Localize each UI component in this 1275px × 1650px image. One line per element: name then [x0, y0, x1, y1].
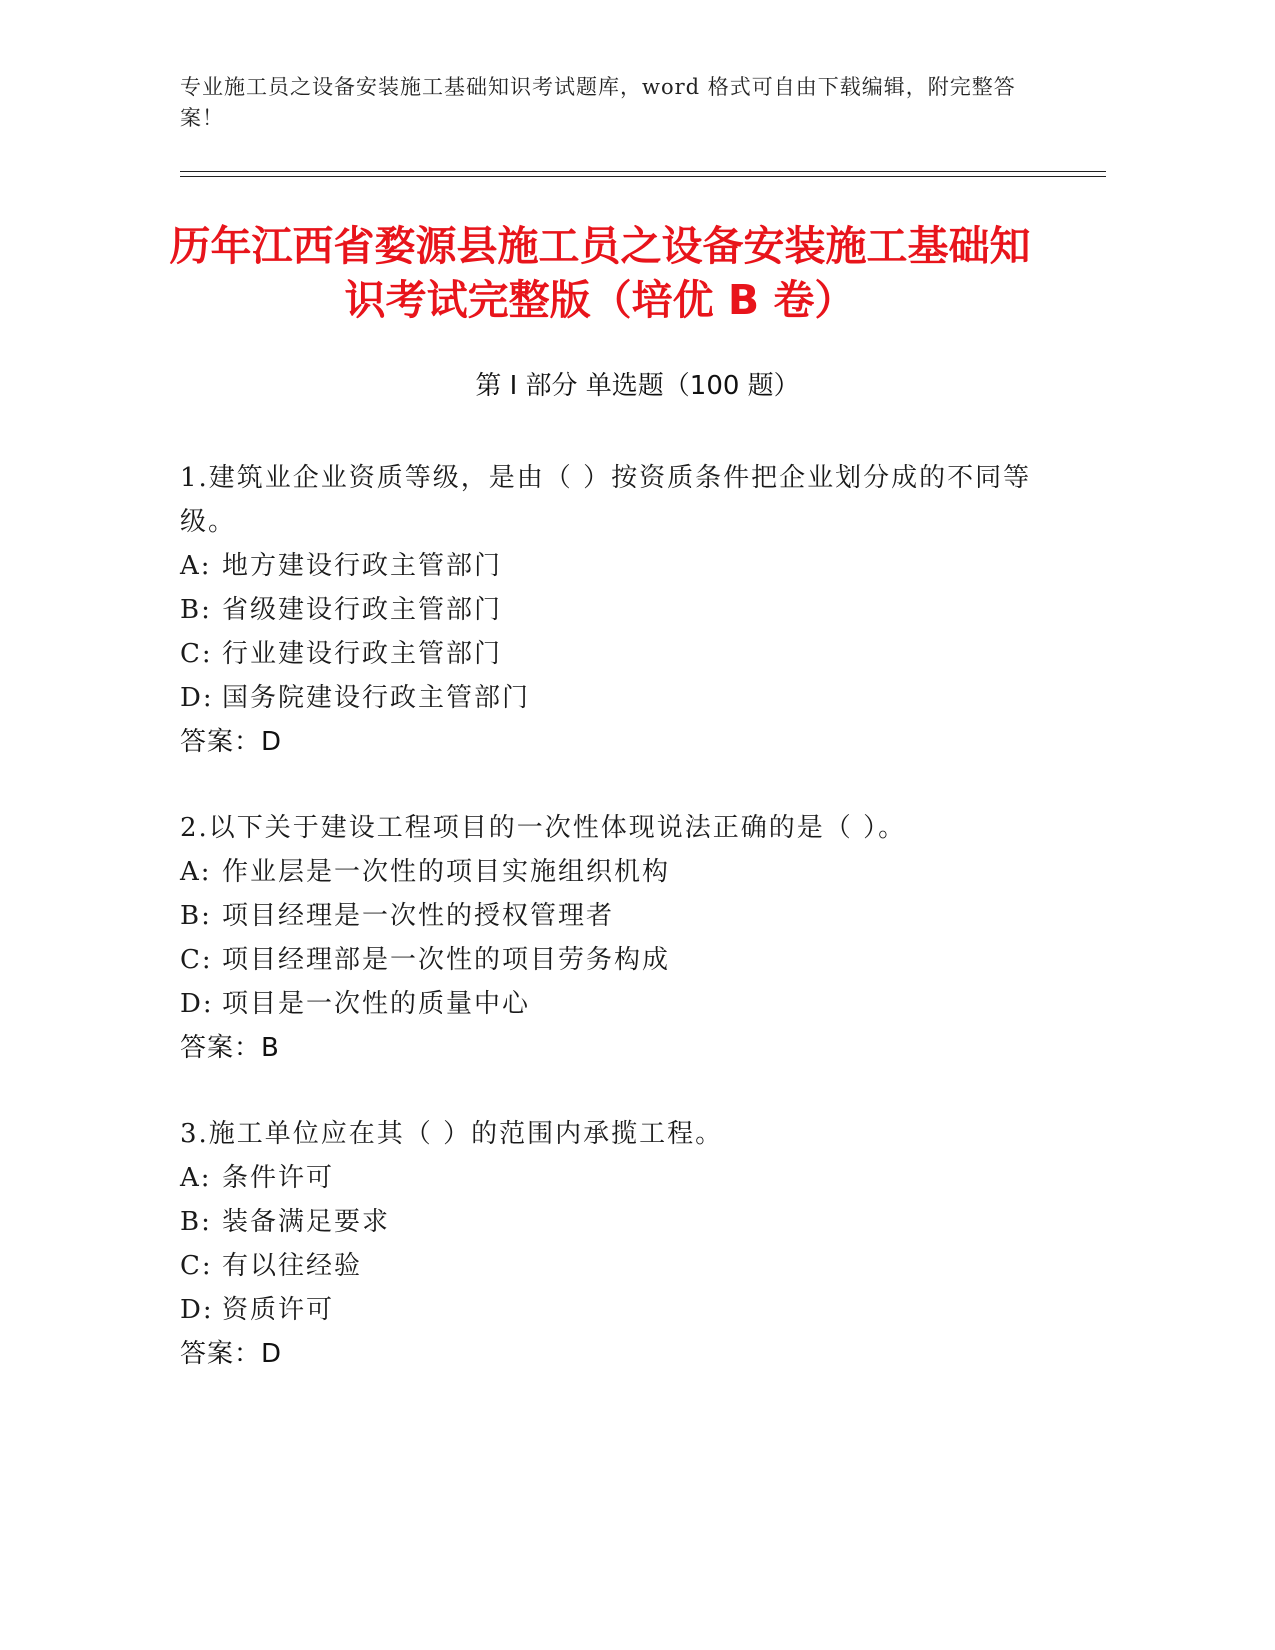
question-stem: 3.施工单位应在其（ ）的范围内承揽工程。 [180, 1119, 724, 1149]
option-b [180, 588, 1040, 632]
option-d [180, 982, 1040, 1026]
option-text: 有以往经验 [222, 1251, 363, 1281]
question-spacer [180, 1070, 1040, 1112]
question-list [180, 456, 1040, 1376]
option-text: 省级建设行政主管部门 [222, 595, 503, 625]
option-key: D: [180, 683, 214, 713]
option-text: 国务院建设行政主管部门 [222, 683, 531, 713]
option-text: 装备满足要求 [222, 1207, 391, 1237]
option-text: 地方建设行政主管部门 [222, 551, 503, 581]
option-key: B: [180, 595, 212, 625]
question-stem: 2.以下关于建设工程项目的一次性体现说法正确的是（ ）。 [180, 813, 907, 843]
header-note: 专业施工员之设备安装施工基础知识考试题库，word 格式可自由下载编辑，附完整答案！ [180, 75, 1016, 130]
question-stem: 1.建筑业企业资质等级，是由（ ）按资质条件把企业划分成的不同等级。 [180, 463, 1032, 537]
option-text: 作业层是一次性的项目实施组织机构 [222, 857, 671, 887]
option-key: D: [180, 989, 214, 1019]
question-1 [180, 456, 1040, 764]
option-b [180, 1200, 1040, 1244]
section-title: 第 I 部分 单选题（100 题） [475, 371, 800, 401]
option-d [180, 1288, 1040, 1332]
option-c [180, 938, 1040, 982]
question-2 [180, 806, 1040, 1070]
question-spacer [180, 764, 1040, 806]
option-text: 项目是一次性的质量中心 [222, 989, 531, 1019]
answer-line: 答案：B [180, 1033, 280, 1063]
option-key: A: [180, 1163, 212, 1193]
option-a [180, 544, 1040, 588]
option-a [180, 1156, 1040, 1200]
answer-line: 答案：D [180, 727, 283, 757]
question-3 [180, 1112, 1040, 1376]
option-key: C: [180, 639, 213, 669]
option-text: 项目经理是一次性的授权管理者 [222, 901, 615, 931]
option-key: D: [180, 1295, 214, 1325]
header-rule-bottom [180, 176, 1106, 177]
option-text: 条件许可 [222, 1163, 335, 1193]
option-key: A: [180, 551, 212, 581]
option-key: C: [180, 945, 213, 975]
option-text: 项目经理部是一次性的项目劳务构成 [222, 945, 671, 975]
option-key: B: [180, 1207, 212, 1237]
document-title: 历年江西省婺源县施工员之设备安装施工基础知识考试完整版（培优 B 卷） [169, 222, 1031, 324]
header-rule-top [180, 171, 1106, 172]
option-a [180, 850, 1040, 894]
option-key: B: [180, 901, 212, 931]
option-d [180, 676, 1040, 720]
option-text: 行业建设行政主管部门 [222, 639, 503, 669]
option-c [180, 1244, 1040, 1288]
option-key: A: [180, 857, 212, 887]
option-b [180, 894, 1040, 938]
option-key: C: [180, 1251, 213, 1281]
option-text: 资质许可 [222, 1295, 335, 1325]
option-c [180, 632, 1040, 676]
answer-line: 答案：D [180, 1339, 283, 1369]
